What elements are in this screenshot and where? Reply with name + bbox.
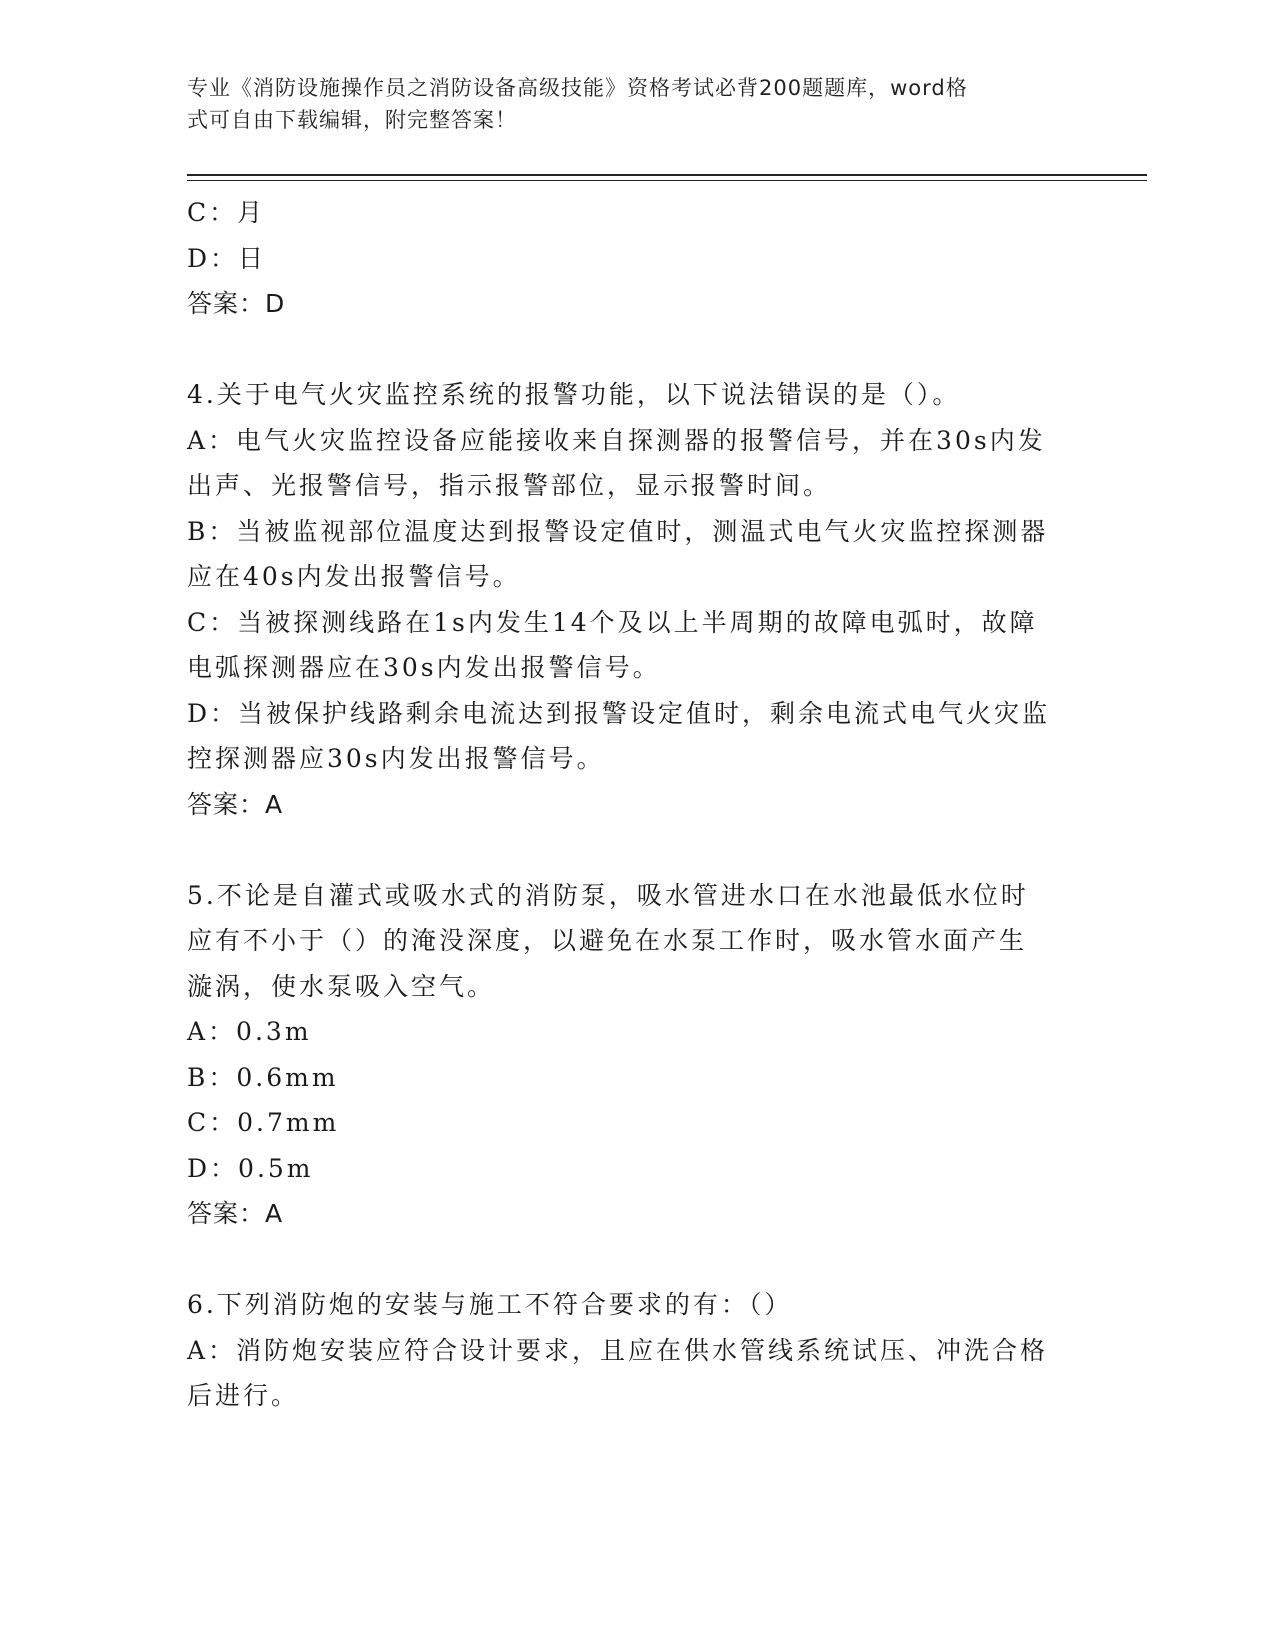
header-divider-thin (187, 180, 1147, 181)
previous-question-tail (187, 190, 1087, 327)
option-c-continued: 电弧探测器应在30s内发出报警信号。 (187, 653, 661, 682)
question-4 (187, 372, 1087, 827)
question-stem: 5.不论是自灌式或吸水式的消防泵，吸水管进水口在水池最低水位时 (187, 880, 1029, 910)
spacer (187, 827, 1087, 873)
option-a: A：消防炮安装应符合设计要求，且应在供水管线系统试压、冲洗合格 (187, 1335, 1049, 1365)
option-b: B：0.6mm (187, 1062, 339, 1092)
spacer (187, 327, 1087, 373)
option-a-continued: 后进行。 (187, 1381, 300, 1410)
option-a: A：电气火灾监控设备应能接收来自探测器的报警信号，并在30s内发 (187, 425, 1046, 455)
option-c: C：0.7mm (187, 1108, 340, 1137)
option-b-continued: 应在40s内发出报警信号。 (187, 562, 521, 591)
answer-line: 答案：D (187, 289, 286, 318)
question-stem: 4.关于电气火灾监控系统的报警功能，以下说法错误的是（）。 (187, 380, 961, 409)
option-d: D：当被保护线路剩余电流达到报警设定值时，剩余电流式电气火灾监 (187, 698, 1051, 728)
option-a-continued: 出声、光报警信号，指示报警部位，显示报警时间。 (187, 471, 832, 500)
option-d-continued: 控探测器应30s内发出报警信号。 (187, 744, 605, 773)
option-d: D：0.5m (187, 1153, 314, 1183)
option-b: B：当被监视部位温度达到报警设定值时，测温式电气火灾监控探测器 (187, 516, 1049, 546)
question-5 (187, 873, 1087, 1237)
answer-line: 答案：A (187, 1199, 284, 1228)
question-stem-continued: 应有不小于（）的淹没深度，以避免在水泵工作时，吸水管水面产生 (187, 926, 1028, 955)
option-c: C：月 (187, 198, 266, 227)
answer-line: 答案：A (187, 789, 284, 819)
option-d: D：日 (187, 243, 267, 273)
header-line-2: 式可自由下载编辑，附完整答案！ (187, 108, 517, 132)
question-stem: 6.下列消防炮的安装与施工不符合要求的有：（） (187, 1290, 793, 1319)
header-divider-thick (187, 174, 1147, 176)
question-6 (187, 1282, 1087, 1419)
question-stem-continued: 漩涡，使水泵吸入空气。 (187, 971, 496, 1001)
page-header (187, 72, 1067, 136)
spacer (187, 1237, 1087, 1283)
question-content (187, 190, 1087, 1419)
option-a: A：0.3m (187, 1017, 312, 1046)
option-c: C：当被探测线路在1s内发生14个及以上半周期的故障电弧时，故障 (187, 607, 1038, 637)
header-line-1: 专业《消防设施操作员之消防设备高级技能》资格考试必背200题题库，word格 (187, 76, 968, 100)
